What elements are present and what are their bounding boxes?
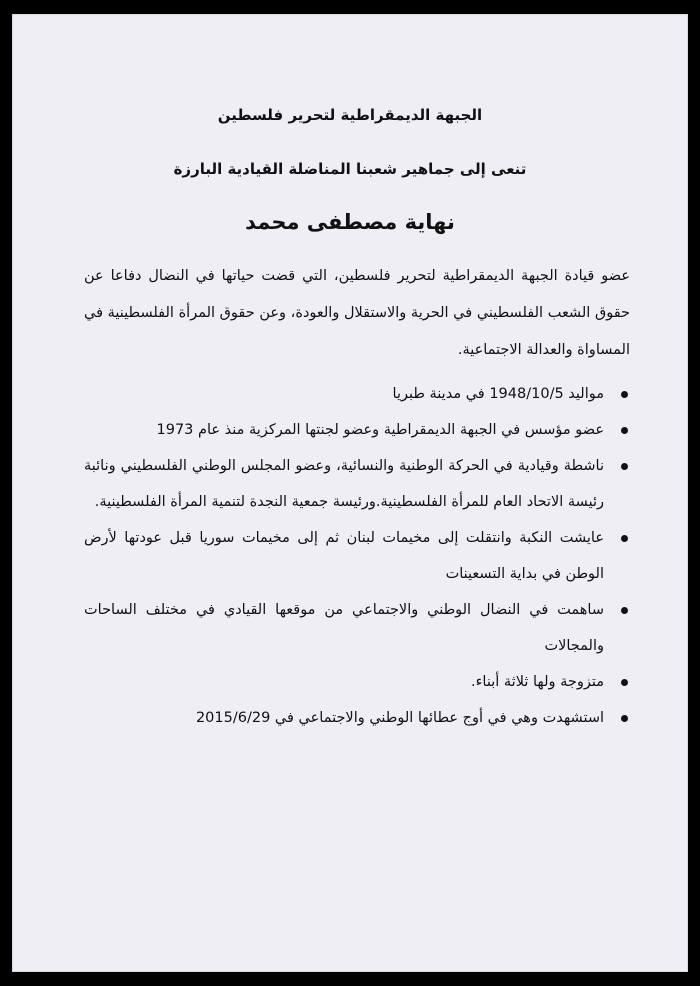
bullet-icon	[621, 535, 628, 542]
bullet-icon	[621, 463, 628, 470]
list-item-text: ساهمت في النضال الوطني والاجتماعي من موقعها القيادي في مختلف الساحات والمجالات	[84, 602, 604, 654]
list-item-text: عضو مؤسس في الجبهة الديمقراطية وعضو لجنتها المركزية منذ عام 1973	[156, 422, 604, 438]
list-item	[84, 376, 630, 412]
bullet-icon	[621, 607, 628, 614]
list-item-text: عايشت النكبة وانتقلت إلى مخيمات لبنان ثم إلى مخيمات سوريا قبل عودتها لأرض الوطن في بداية التسعينات	[84, 530, 604, 582]
list-item-text: متزوجة ولها ثلاثة أبناء.	[470, 674, 604, 690]
person-name-heading: نهاية مصطفى محمد	[245, 210, 455, 234]
list-item	[84, 448, 630, 520]
list-item	[84, 592, 630, 664]
bullet-icon	[621, 715, 628, 722]
list-item-text: استشهدت وهي في أوج عطائها الوطني والاجتماعي في 2015/6/29	[195, 710, 604, 726]
list-item-text: مواليد 1948/10/5 في مدينة طبريا	[392, 386, 604, 402]
list-item	[84, 664, 630, 700]
list-item	[84, 520, 630, 592]
bullet-icon	[621, 679, 628, 686]
bullet-icon	[621, 427, 628, 434]
bullet-icon	[621, 391, 628, 398]
list-item-text: ناشطة وقيادية في الحركة الوطنية والنسائية، وعضو المجلس الوطني الفلسطيني ونائبة رئيسة الاتحاد العام للمرأة الفلسطينية.ورئيسة جمعية النجدة لتنمية المرأة الفلسطينية.	[84, 458, 604, 510]
organization-title: الجبهة الديمقراطية لتحرير فلسطين	[217, 106, 483, 124]
document-page	[12, 14, 688, 972]
intro-paragraph: عضو قيادة الجبهة الديمقراطية لتحرير فلسطين، التي قضت حياتها في النضال دفاعا عن حقوق الشعب الفلسطيني في الحرية والاستقلال والعودة، وعن حقوق المرأة الفلسطينية في المساواة والعدالة الاجتماعية.	[84, 268, 630, 358]
list-item	[84, 412, 630, 448]
biography-list	[84, 376, 630, 736]
list-item	[84, 700, 630, 736]
announcement-line: تنعى إلى جماهير شعبنا المناضلة القيادية البارزة	[173, 160, 527, 178]
